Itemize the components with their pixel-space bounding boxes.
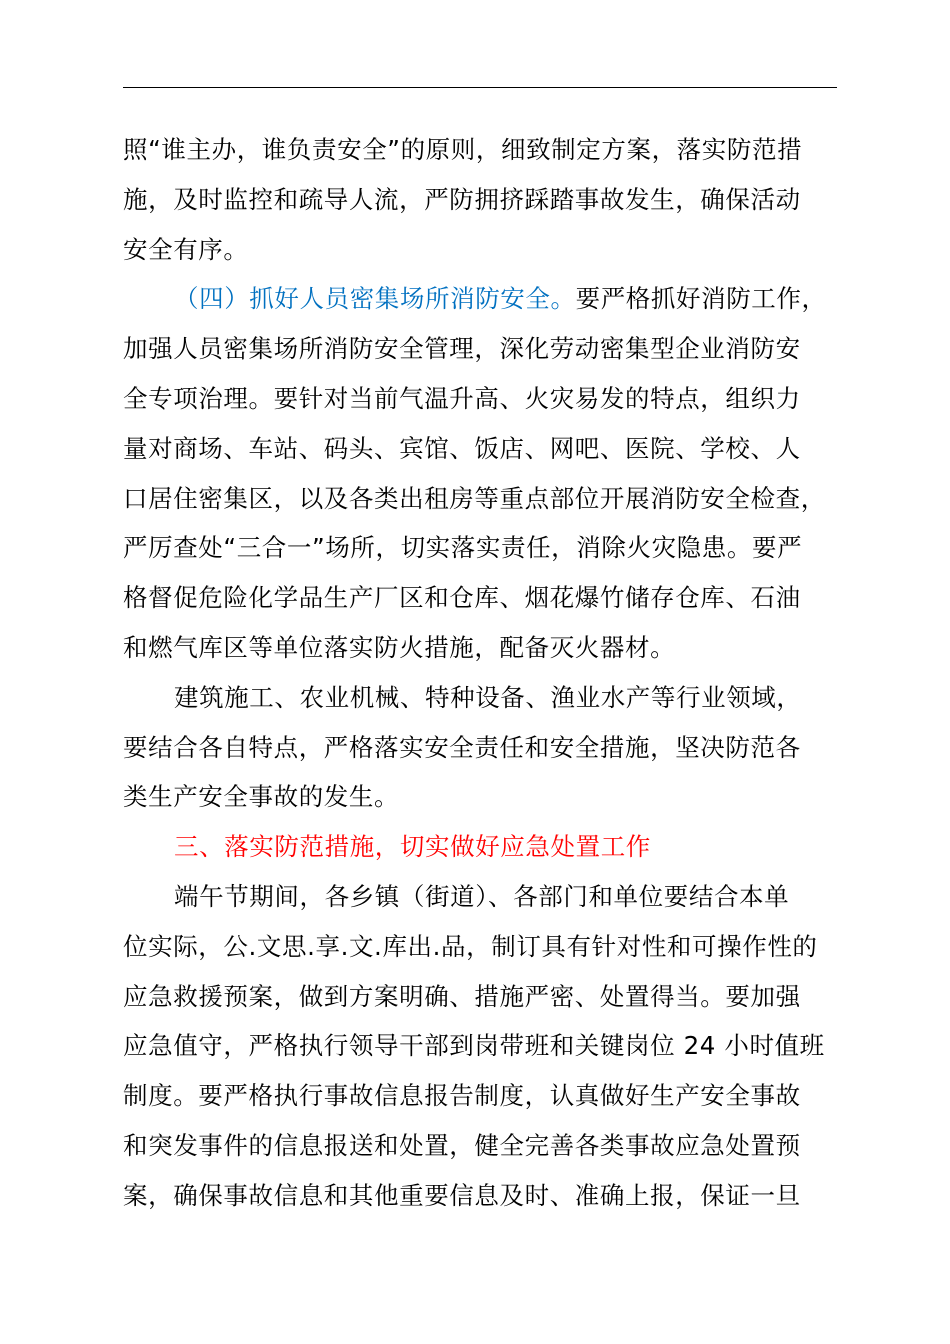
text-line: 建筑施工、农业机械、特种设备、渔业水产等行业领域， bbox=[174, 682, 802, 712]
document-body bbox=[123, 125, 839, 1221]
text-line bbox=[123, 274, 839, 324]
text-line: 和突发事件的信息报送和处置，健全完善各类事故应急处置预 bbox=[123, 1130, 801, 1160]
text-line: 案，确保事故信息和其他重要信息及时、准确上报，保证一旦 bbox=[123, 1180, 801, 1210]
text-line: 严厉查处“三合一”场所，切实落实责任，消除火灾隐患。要严 bbox=[123, 533, 803, 563]
section-heading-fire-safety: （四）抓好人员密集场所消防安全。 bbox=[174, 284, 576, 314]
text-line: 应急值守，严格执行领导干部到岗带班和关键岗位 24 小时值班 bbox=[123, 1031, 825, 1061]
section-heading-emergency bbox=[123, 822, 839, 872]
paragraph-fire-safety bbox=[123, 274, 839, 672]
section-heading: 三、落实防范措施，切实做好应急处置工作 bbox=[174, 832, 651, 862]
text-line: 端午节期间，各乡镇（街道）、各部门和单位要结合本单 bbox=[174, 881, 790, 911]
text-run: 要严格抓好消防工作， bbox=[575, 284, 827, 314]
text-line: 安全有序。 bbox=[123, 234, 249, 264]
paragraph-emergency-plan bbox=[123, 872, 839, 1221]
text-line: 应急救援预案，做到方案明确、措施严密、处置得当。要加强 bbox=[123, 981, 801, 1011]
text-line: 施，及时监控和疏导人流，严防拥挤踩踏事故发生，确保活动 bbox=[123, 184, 801, 214]
text-line: 要结合各自特点，严格落实安全责任和安全措施，坚决防范各 bbox=[123, 732, 801, 762]
text-line: 加强人员密集场所消防安全管理，深化劳动密集型企业消防安 bbox=[123, 334, 801, 364]
text-line: 位实际，公.文思.享.文.库出.品，制订具有针对性和可操作性的 bbox=[123, 931, 818, 961]
text-line: 照“谁主办，谁负责安全”的原则，细致制定方案，落实防范措 bbox=[123, 135, 803, 164]
text-line: 和燃气库区等单位落实防火措施，配备灭火器材。 bbox=[123, 632, 676, 662]
paragraph-crowd-safety bbox=[123, 125, 839, 274]
text-line: 量对商场、车站、码头、宾馆、饭店、网吧、医院、学校、人 bbox=[123, 433, 801, 463]
text-line: 格督促危险化学品生产厂区和仓库、烟花爆竹储存仓库、石油 bbox=[123, 583, 801, 613]
header-rule bbox=[123, 87, 837, 88]
text-line: 全专项治理。要针对当前气温升高、火灾易发的特点，组织力 bbox=[123, 383, 801, 413]
paragraph-industry-safety bbox=[123, 673, 839, 822]
text-line: 类生产安全事故的发生。 bbox=[123, 782, 400, 812]
text-line: 制度。要严格执行事故信息报告制度，认真做好生产安全事故 bbox=[123, 1081, 801, 1111]
text-line: 口居住密集区，以及各类出租房等重点部位开展消防安全检查， bbox=[123, 483, 826, 513]
